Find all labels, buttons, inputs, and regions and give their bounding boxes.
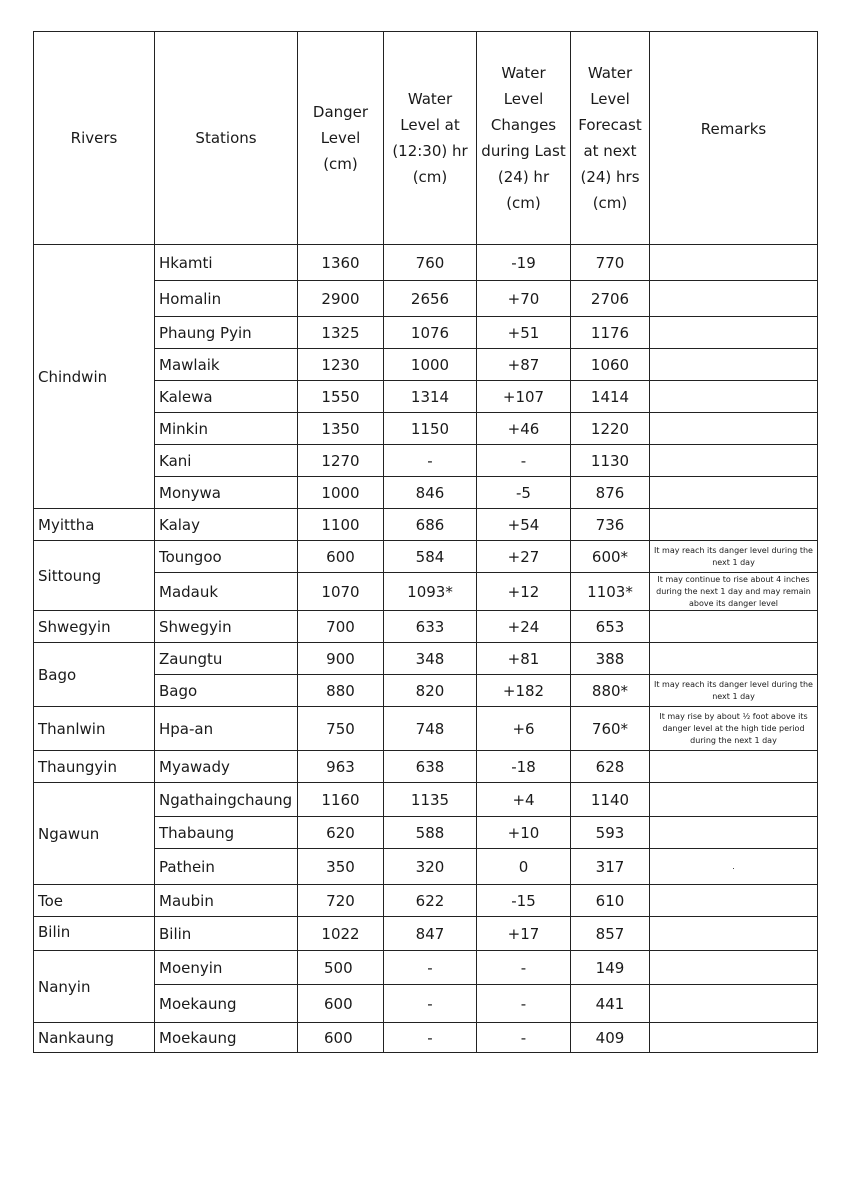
remark [650,413,818,445]
table-row [34,541,818,573]
level-change: +46 [477,413,571,445]
station-name: Monywa [155,477,298,509]
river-name: Nankaung [34,1023,155,1053]
forecast: 317 [571,849,650,885]
river-name: Nanyin [34,951,155,1023]
danger-level: 1022 [298,917,384,951]
forecast: 1060 [571,349,650,381]
level-change: -18 [477,751,571,783]
danger-level: 600 [298,541,384,573]
station-name: Maubin [155,885,298,917]
station-name: Minkin [155,413,298,445]
river-name: Bilin [34,917,155,951]
river-name: Myittha [34,509,155,541]
table-row [34,783,818,817]
danger-level: 720 [298,885,384,917]
river-name: Toe [34,885,155,917]
danger-level: 500 [298,951,384,985]
forecast: 2706 [571,281,650,317]
danger-level: 1360 [298,245,384,281]
level-change: +24 [477,611,571,643]
river-name: Thaungyin [34,751,155,783]
remark [650,817,818,849]
forecast: 610 [571,885,650,917]
station-name: Hpa-an [155,707,298,751]
danger-level: 900 [298,643,384,675]
station-name: Toungoo [155,541,298,573]
danger-level: 880 [298,675,384,707]
danger-level: 1160 [298,783,384,817]
remark [650,445,818,477]
water-level: 748 [384,707,477,751]
table-row [34,951,818,985]
water-level: 2656 [384,281,477,317]
remark: It may rise by about ½ foot above its danger level at the high tide period during the next 1 day [650,707,818,751]
level-change: - [477,445,571,477]
water-level: 1076 [384,317,477,349]
water-level: 847 [384,917,477,951]
level-change: +4 [477,783,571,817]
forecast: 880* [571,675,650,707]
table-row [34,917,818,951]
forecast: 409 [571,1023,650,1053]
remark [650,281,818,317]
forecast: 857 [571,917,650,951]
header-danger-level: Danger Level (cm) [298,32,384,245]
danger-level: 600 [298,1023,384,1053]
forecast: 149 [571,951,650,985]
header-level-changes: Water Level Changes during Last (24) hr (cm) [477,32,571,245]
table-row [34,643,818,675]
river-water-level-table [33,31,818,1053]
header-rivers: Rivers [34,32,155,245]
station-name: Moekaung [155,1023,298,1053]
river-name: Sittoung [34,541,155,611]
river-name: Chindwin [34,245,155,509]
remark [650,509,818,541]
forecast: 593 [571,817,650,849]
station-name: Thabaung [155,817,298,849]
station-name: Zaungtu [155,643,298,675]
forecast: 1103* [571,573,650,611]
remark [650,317,818,349]
water-level: 633 [384,611,477,643]
level-change: +182 [477,675,571,707]
forecast: 1414 [571,381,650,413]
table-row [34,751,818,783]
station-name: Mawlaik [155,349,298,381]
remark: It may reach its danger level during the next 1 day [650,541,818,573]
table-row [34,245,818,281]
danger-level: 1550 [298,381,384,413]
remark: . [650,849,818,885]
station-name: Homalin [155,281,298,317]
danger-level: 350 [298,849,384,885]
table-row [34,707,818,751]
remark [650,611,818,643]
level-change: +87 [477,349,571,381]
remark [650,985,818,1023]
remark [650,885,818,917]
remark [650,751,818,783]
station-name: Kalewa [155,381,298,413]
water-level: 320 [384,849,477,885]
water-level: 1314 [384,381,477,413]
remark [650,951,818,985]
table-row [34,611,818,643]
level-change: - [477,1023,571,1053]
remark [650,349,818,381]
station-name: Pathein [155,849,298,885]
water-level: 1150 [384,413,477,445]
station-name: Hkamti [155,245,298,281]
level-change: +27 [477,541,571,573]
river-name: Thanlwin [34,707,155,751]
level-change: +70 [477,281,571,317]
river-name: Ngawun [34,783,155,885]
remark [650,477,818,509]
table-row [34,885,818,917]
forecast: 876 [571,477,650,509]
forecast: 600* [571,541,650,573]
forecast: 388 [571,643,650,675]
water-level: 638 [384,751,477,783]
danger-level: 700 [298,611,384,643]
header-row [34,32,818,245]
station-name: Kalay [155,509,298,541]
level-change: +81 [477,643,571,675]
danger-level: 963 [298,751,384,783]
station-name: Bilin [155,917,298,951]
water-level: 1093* [384,573,477,611]
water-level: - [384,445,477,477]
danger-level: 1230 [298,349,384,381]
forecast: 628 [571,751,650,783]
station-name: Moenyin [155,951,298,985]
table-row [34,1023,818,1053]
water-level: 622 [384,885,477,917]
remark [650,1023,818,1053]
level-change: +107 [477,381,571,413]
level-change: +51 [477,317,571,349]
level-change: -19 [477,245,571,281]
water-level: 686 [384,509,477,541]
remark: It may continue to rise about 4 inches during the next 1 day and may remain above its danger level [650,573,818,611]
level-change: +10 [477,817,571,849]
station-name: Phaung Pyin [155,317,298,349]
water-level: - [384,1023,477,1053]
forecast: 441 [571,985,650,1023]
water-level: - [384,985,477,1023]
water-level: 760 [384,245,477,281]
danger-level: 1350 [298,413,384,445]
station-name: Kani [155,445,298,477]
remark [650,381,818,413]
forecast: 1220 [571,413,650,445]
header-stations: Stations [155,32,298,245]
danger-level: 2900 [298,281,384,317]
level-change: +12 [477,573,571,611]
station-name: Moekaung [155,985,298,1023]
danger-level: 750 [298,707,384,751]
forecast: 1130 [571,445,650,477]
danger-level: 1070 [298,573,384,611]
forecast: 770 [571,245,650,281]
water-level: 348 [384,643,477,675]
forecast: 1140 [571,783,650,817]
station-name: Shwegyin [155,611,298,643]
forecast: 736 [571,509,650,541]
forecast: 1176 [571,317,650,349]
header-remarks: Remarks [650,32,818,245]
remark [650,245,818,281]
level-change: - [477,985,571,1023]
station-name: Madauk [155,573,298,611]
level-change: -5 [477,477,571,509]
water-level: 584 [384,541,477,573]
water-level: 1000 [384,349,477,381]
station-name: Bago [155,675,298,707]
level-change: -15 [477,885,571,917]
danger-level: 1100 [298,509,384,541]
danger-level: 1000 [298,477,384,509]
river-name: Shwegyin [34,611,155,643]
danger-level: 1325 [298,317,384,349]
header-water-level: Water Level at (12:30) hr (cm) [384,32,477,245]
danger-level: 620 [298,817,384,849]
level-change: +17 [477,917,571,951]
remark [650,783,818,817]
level-change: +54 [477,509,571,541]
water-level: 1135 [384,783,477,817]
water-level: 820 [384,675,477,707]
danger-level: 600 [298,985,384,1023]
forecast: 760* [571,707,650,751]
water-level: - [384,951,477,985]
level-change: 0 [477,849,571,885]
remark: It may reach its danger level during the next 1 day [650,675,818,707]
level-change: - [477,951,571,985]
forecast: 653 [571,611,650,643]
station-name: Ngathaingchaung [155,783,298,817]
remark [650,643,818,675]
level-change: +6 [477,707,571,751]
water-level: 846 [384,477,477,509]
river-name: Bago [34,643,155,707]
table-row [34,509,818,541]
danger-level: 1270 [298,445,384,477]
remark [650,917,818,951]
water-level: 588 [384,817,477,849]
station-name: Myawady [155,751,298,783]
header-forecast: Water Level Forecast at next (24) hrs (cm) [571,32,650,245]
